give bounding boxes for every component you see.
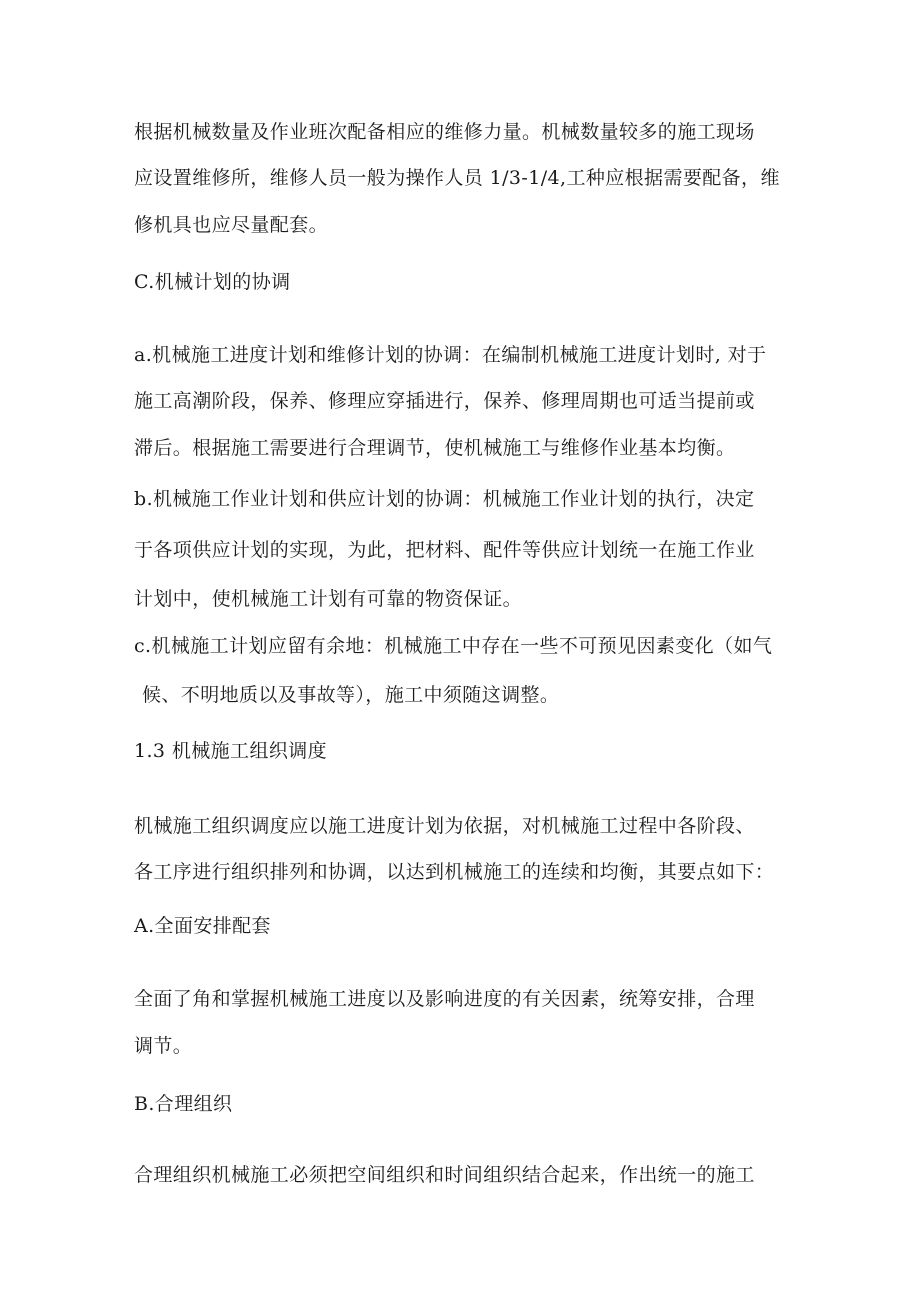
paragraph-line: c.机械施工计划应留有余地：机械施工中存在一些不可预见因素变化（如气 (134, 635, 773, 657)
paragraph-line: 修机具也应尽量配套。 (134, 214, 329, 236)
paragraph-line: 计划中，使机械施工计划有可靠的物资保证。 (134, 588, 523, 610)
paragraph-line: 候、不明地质以及事故等），施工中须随这调整。 (142, 684, 560, 706)
paragraph-line: a.机械施工进度计划和维修计划的协调：在编制机械施工进度计划时, 对于 (134, 344, 767, 366)
section-heading: 1.3 机械施工组织调度 (134, 740, 328, 762)
section-heading: A.全面安排配套 (134, 915, 271, 937)
paragraph-line: 全面了角和掌握机械施工进度以及影响进度的有关因素，统筹安排，合理 (134, 988, 755, 1010)
paragraph-line: 机械施工组织调度应以施工进度计划为依据，对机械施工过程中各阶段、 (134, 815, 755, 837)
paragraph-line: 应设置维修所，维修人员一般为操作人员 1/3-1/4,工种应根据需要配备，维 (134, 167, 780, 189)
section-heading: B.合理组织 (134, 1093, 233, 1115)
paragraph-line: 滞后。根据施工需要进行合理调节，使机械施工与维修作业基本均衡。 (134, 437, 736, 459)
paragraph-line: 于各项供应计划的实现，为此，把材料、配件等供应计划统一在施工作业 (134, 539, 755, 561)
paragraph-line: 施工高潮阶段，保养、修理应穿插进行，保养、修理周期也可适当提前或 (134, 390, 755, 412)
section-heading: C.机械计划的协调 (134, 271, 291, 293)
paragraph-line: 各工序进行组织排列和协调，以达到机械施工的连续和均衡，其要点如下： (134, 861, 775, 883)
paragraph-line: 调节。 (134, 1035, 193, 1057)
paragraph-line: 根据机械数量及作业班次配备相应的维修力量。机械数量较多的施工现场 (134, 121, 755, 143)
paragraph-line: b.机械施工作业计划和供应计划的协调：机械施工作业计划的执行，决定 (134, 488, 755, 510)
paragraph-line: 合理组织机械施工必须把空间组织和时间组织结合起来，作出统一的施工 (134, 1164, 755, 1186)
